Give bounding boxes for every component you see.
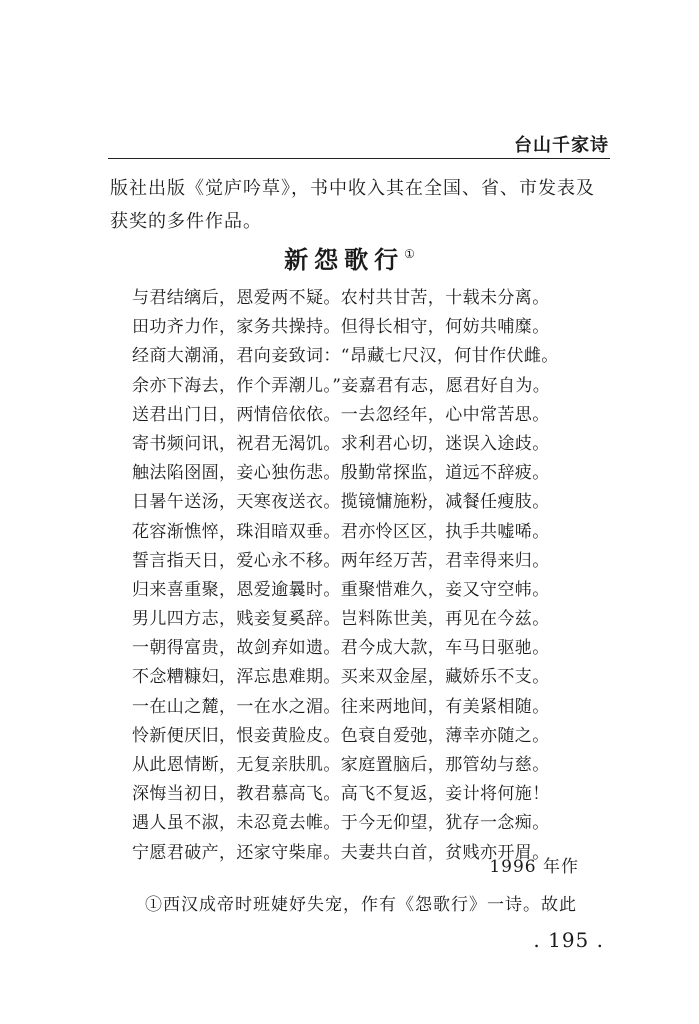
poem-line: 遇人虽不淑，未忍竟去帷。于今无仰望，犹存一念痴。 xyxy=(132,813,550,834)
poem-body xyxy=(132,284,612,868)
poem-title xyxy=(0,240,699,275)
poem-line: 田功齐力作，家务共操持。但得长相守，何妨共哺糜。 xyxy=(132,317,550,338)
poem-line: 余亦下海去，作个弄潮儿。”妾嘉君有志，愿君好自为。 xyxy=(132,375,551,396)
intro-line-2: 获奖的多件作品。 xyxy=(110,211,262,232)
poem-line: 与君结缡后，恩爱两不疑。农村共甘苦，十载未分离。 xyxy=(132,288,550,308)
poem-line: 誓言指天日，爱心永不移。两年经万苦，君幸得来归。 xyxy=(132,550,550,571)
poem-line: 寄书频问讯，祝君无渴饥。求利君心切，迷误入途歧。 xyxy=(132,433,550,454)
header-rule xyxy=(108,158,610,159)
poem-line: 男儿四方志，贱妾复奚辞。岂料陈世美，再见在今兹。 xyxy=(132,609,550,630)
poem-line: 触法陷囹圄，妾心独伤悲。殷勤常探监，道远不辞疲。 xyxy=(132,463,550,484)
poem-line: 日暑午送汤，天寒夜送衣。揽镜慵施粉，减餐任瘦肢。 xyxy=(132,492,550,513)
intro-line-1: 版社出版《觉庐吟草》，书中收入其在全国、省、市发表及 xyxy=(110,178,595,199)
poem-line: 深悔当初日，教君慕高飞。高飞不复返，妾计将何施！ xyxy=(132,784,550,805)
footnote-marker: ① xyxy=(404,247,415,261)
poem-line: 从此恩情断，无复亲肤肌。家庭置脑后，那管幼与慈。 xyxy=(132,755,550,775)
poem-line: 宁愿君破产，还家守柴扉。夫妻共白首，贫贱亦开眉。 xyxy=(132,842,550,863)
composition-date: 1996 年作 xyxy=(489,857,579,877)
poem-title-text: 新怨歌行 xyxy=(284,245,405,274)
poem-line: 经商大潮涌，君向妾致词：“昂藏七尺汉，何甘作伏雌。 xyxy=(132,346,559,367)
poem-line: 归来喜重聚，恩爱逾曩时。重聚惜难久，妾又守空帏。 xyxy=(132,579,550,600)
poem-line: 花容渐憔悴，珠泪暗双垂。君亦怜区区，执手共嘘唏。 xyxy=(132,521,550,542)
poem-line: 送君出门日，两情倍依依。一去忽经年，心中常苦思。 xyxy=(132,404,550,425)
intro-paragraph xyxy=(110,172,615,238)
poem-line: 一朝得富贵，故剑弃如遗。君今成大款，车马日驱驰。 xyxy=(132,638,550,659)
poem-line: 怜新便厌旧，恨妾黄脸皮。色衰自爱弛，薄幸亦随之。 xyxy=(132,725,550,746)
page-number: . 195 . xyxy=(533,928,604,952)
poem-line: 不念糟糠妇，浑忘患难期。买来双金屋，藏娇乐不支。 xyxy=(132,667,550,688)
poem-line: 一在山之麓，一在水之湄。往来两地间，有美紧相随。 xyxy=(132,696,550,717)
footnote: ①西汉成帝时班婕妤失宠，作有《怨歌行》一诗。故此 xyxy=(145,895,577,915)
running-head: 台山千家诗 xyxy=(514,135,609,156)
